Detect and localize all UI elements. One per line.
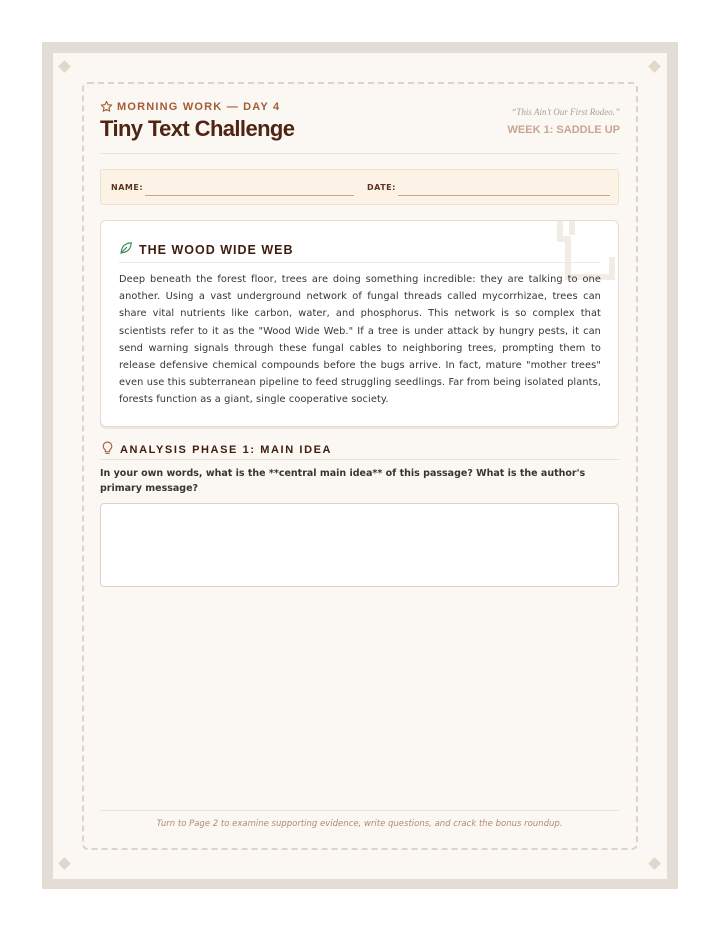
- name-label: NAME:: [111, 183, 144, 192]
- week-label: WEEK 1: SADDLE UP: [507, 124, 620, 136]
- name-date-bar: [100, 169, 619, 205]
- passage-header: [119, 240, 294, 259]
- name-field[interactable]: [145, 195, 354, 196]
- analysis-header: [101, 440, 332, 459]
- date-label: DATE:: [367, 183, 396, 192]
- passage-divider: [119, 262, 600, 263]
- analysis-title: ANALYSIS PHASE 1: MAIN IDEA: [120, 443, 333, 456]
- analysis-prompt: In your own words, what is the **central main idea** of this passage? What is the author's primary message?: [100, 468, 586, 494]
- lightbulb-icon: [101, 440, 114, 459]
- header-divider: [100, 153, 619, 154]
- main-idea-answer-box[interactable]: [100, 503, 619, 587]
- passage-text: Deep beneath the forest floor, trees are doing something incredible: they are talking to one another. Using a vast underground network of fungal threads called mycorrhizae, trees can share vital nutrients like carbon, water, and phosphorus. This network is so complex that scientists refer to it as the "Wood Wide Web." If a tree is under attack by hungry pests, it can send warning signals through these fungal cables to neighboring trees, prompting them to release defensive chemical compounds before the bugs arrive. In fact, mature "mother trees" even use this subterranean pipeline to feed struggling seedlings. Far from being isolated plants, forests function as a giant, single cooperative society.: [119, 274, 601, 406]
- page-title: Tiny Text Challenge: [100, 116, 295, 141]
- analysis-divider: [100, 459, 619, 460]
- passage-card: [100, 220, 619, 427]
- star-icon: [100, 98, 113, 117]
- eyebrow: [100, 100, 280, 114]
- date-field[interactable]: [398, 195, 610, 196]
- motto: “This Ain’t Our First Rodeo.”: [511, 107, 620, 117]
- footer-note: Turn to Page 2 to examine supporting evidence, write questions, and crack the bonus roundup.: [156, 819, 563, 829]
- passage-title: THE WOOD WIDE WEB: [139, 242, 294, 257]
- leaf-icon: [119, 240, 133, 259]
- eyebrow-text: MORNING WORK — DAY 4: [117, 101, 281, 113]
- footer-divider: [100, 810, 619, 811]
